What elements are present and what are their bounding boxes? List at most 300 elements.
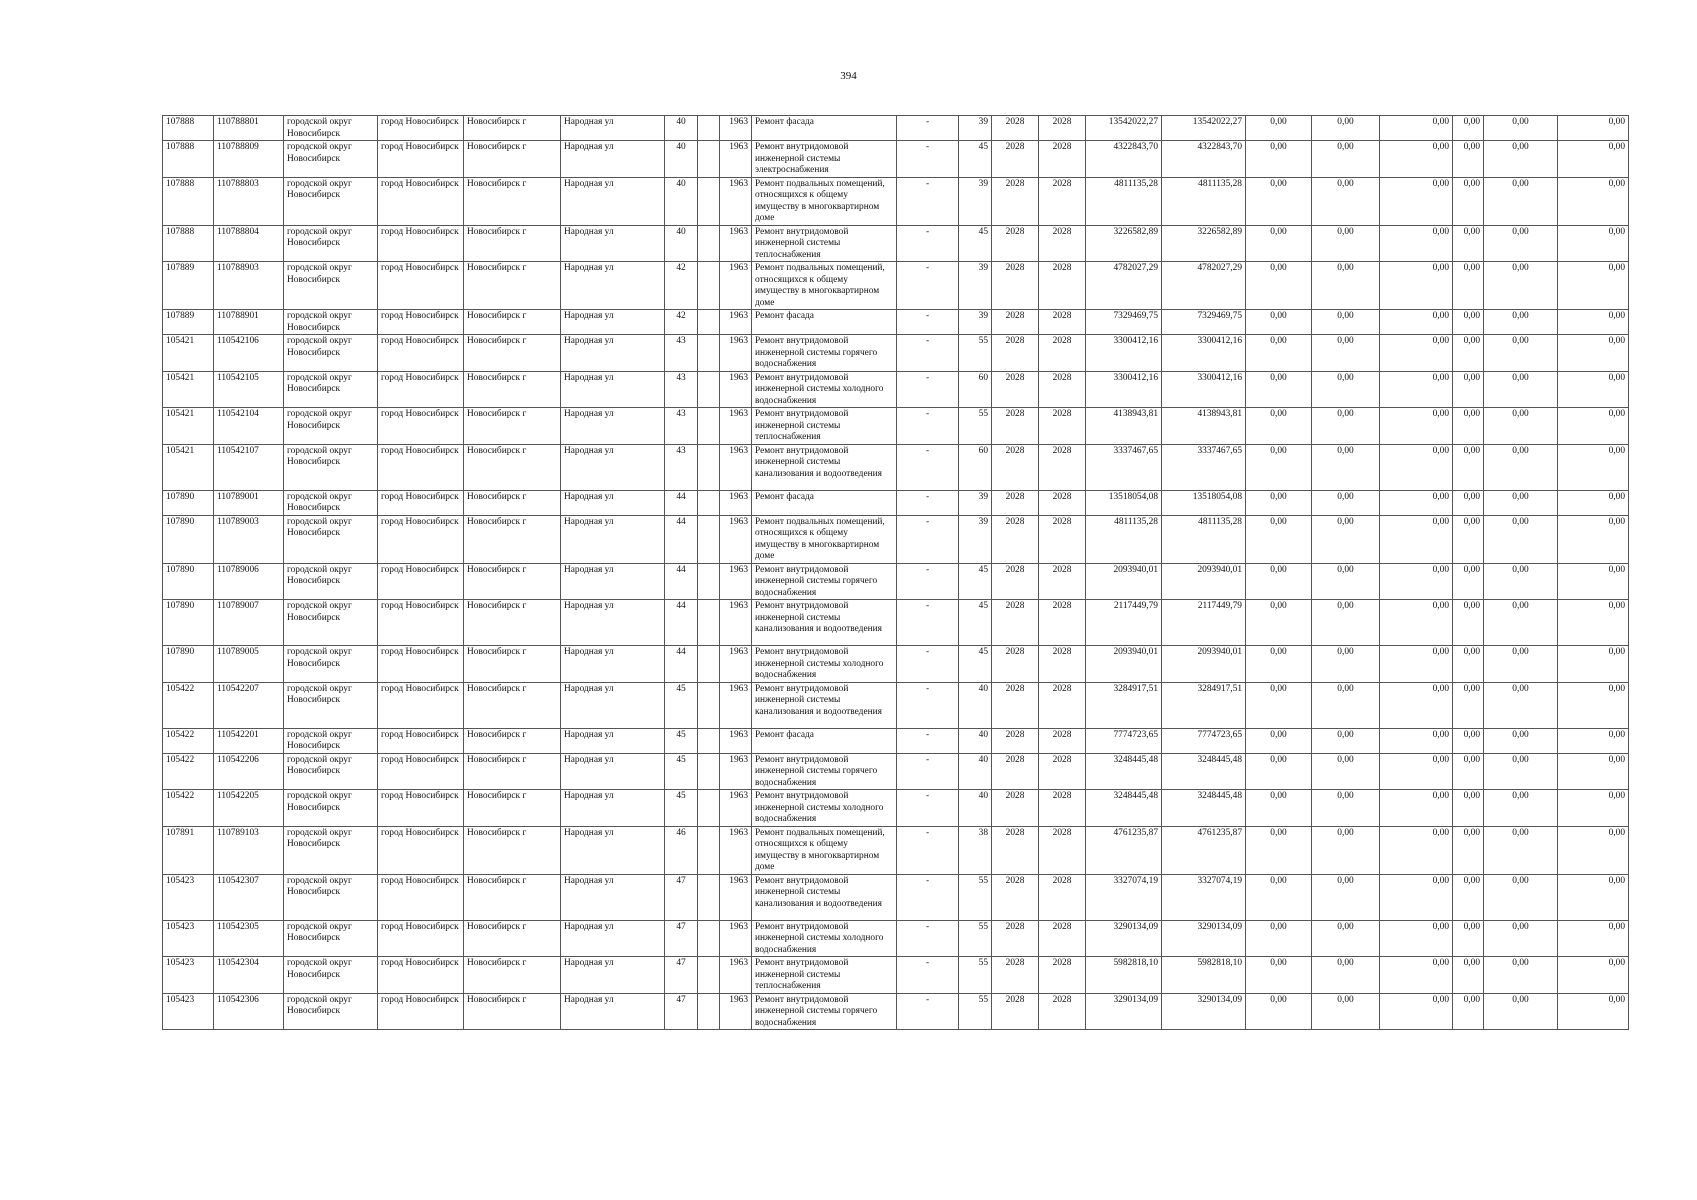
cell-fund-4: 0,00 (1453, 262, 1484, 310)
table-row (163, 262, 1629, 310)
cell-plan-year-end: 2028 (1039, 262, 1086, 310)
cell-settlement: Новосибирск г (464, 490, 561, 515)
cell-district: городской округ Новосибирск (284, 225, 378, 262)
cell-regional-cost: 3300412,16 (1162, 335, 1246, 372)
table-row (163, 646, 1629, 683)
cell-house-number: 47 (665, 993, 698, 1030)
cell-fund-6: 0,00 (1558, 728, 1629, 753)
cell-fund-2: 0,00 (1312, 993, 1380, 1030)
cell-object-id: 107888 (163, 177, 214, 225)
cell-city: город Новосибирск (378, 490, 464, 515)
cell-work-type: Ремонт внутридомовой инженерной системы канализования и водоотведения (752, 444, 897, 490)
cell-fund-6: 0,00 (1558, 682, 1629, 728)
cell-work-code: 110542306 (214, 993, 284, 1030)
cell-settlement: Новосибирск г (464, 957, 561, 994)
cell-plan-year-end: 2028 (1039, 682, 1086, 728)
cell-work-type: Ремонт фасада (752, 310, 897, 335)
cell-settlement: Новосибирск г (464, 141, 561, 178)
cell-fund-2: 0,00 (1312, 682, 1380, 728)
cell-fund-1: 0,00 (1246, 262, 1312, 310)
cell-fund-4: 0,00 (1453, 600, 1484, 646)
table-row (163, 600, 1629, 646)
table-row (163, 515, 1629, 563)
cell-fund-6: 0,00 (1558, 116, 1629, 141)
cell-street: Народная ул (561, 790, 665, 827)
cell-total-cost: 3337467,65 (1086, 444, 1162, 490)
cell-fund-1: 0,00 (1246, 371, 1312, 408)
cell-house-number: 43 (665, 408, 698, 445)
cell-wear-percent: 55 (959, 993, 992, 1030)
cell-fund-3: 0,00 (1380, 371, 1453, 408)
cell-fund-3: 0,00 (1380, 177, 1453, 225)
cell-street: Народная ул (561, 310, 665, 335)
cell-blank-cell (698, 116, 720, 141)
table-row (163, 371, 1629, 408)
cell-plan-year-start: 2028 (992, 753, 1039, 790)
cell-fund-4: 0,00 (1453, 177, 1484, 225)
cell-total-cost: 7774723,65 (1086, 728, 1162, 753)
cell-blank-cell (698, 728, 720, 753)
cell-fund-3: 0,00 (1380, 993, 1453, 1030)
cell-blank-cell (698, 826, 720, 874)
cell-fund-3: 0,00 (1380, 682, 1453, 728)
cell-city: город Новосибирск (378, 826, 464, 874)
cell-settlement: Новосибирск г (464, 563, 561, 600)
cell-build-year: 1963 (720, 408, 752, 445)
cell-regional-cost: 4322843,70 (1162, 141, 1246, 178)
cell-plan-year-start: 2028 (992, 177, 1039, 225)
cell-total-cost: 3290134,09 (1086, 993, 1162, 1030)
cell-total-cost: 4811135,28 (1086, 515, 1162, 563)
cell-fund-1: 0,00 (1246, 225, 1312, 262)
cell-plan-year-end: 2028 (1039, 225, 1086, 262)
cell-fund-2: 0,00 (1312, 563, 1380, 600)
cell-district: городской округ Новосибирск (284, 335, 378, 372)
cell-fund-2: 0,00 (1312, 515, 1380, 563)
cell-fund-5: 0,00 (1484, 177, 1558, 225)
cell-object-id: 105422 (163, 728, 214, 753)
cell-dash-cell: - (897, 141, 959, 178)
cell-plan-year-start: 2028 (992, 310, 1039, 335)
cell-build-year: 1963 (720, 262, 752, 310)
cell-regional-cost: 3284917,51 (1162, 682, 1246, 728)
cell-house-number: 40 (665, 225, 698, 262)
cell-work-code: 110788803 (214, 177, 284, 225)
cell-total-cost: 3300412,16 (1086, 335, 1162, 372)
table-row (163, 728, 1629, 753)
cell-work-code: 110788903 (214, 262, 284, 310)
cell-work-type: Ремонт внутридомовой инженерной системы теплоснабжения (752, 225, 897, 262)
cell-total-cost: 5982818,10 (1086, 957, 1162, 994)
cell-settlement: Новосибирск г (464, 177, 561, 225)
cell-build-year: 1963 (720, 116, 752, 141)
cell-object-id: 107890 (163, 490, 214, 515)
cell-plan-year-end: 2028 (1039, 728, 1086, 753)
cell-fund-5: 0,00 (1484, 444, 1558, 490)
cell-wear-percent: 45 (959, 563, 992, 600)
cell-city: город Новосибирск (378, 790, 464, 827)
cell-dash-cell: - (897, 790, 959, 827)
cell-total-cost: 2093940,01 (1086, 646, 1162, 683)
table-row (163, 790, 1629, 827)
cell-dash-cell: - (897, 444, 959, 490)
cell-fund-3: 0,00 (1380, 116, 1453, 141)
cell-district: городской округ Новосибирск (284, 753, 378, 790)
cell-work-code: 110789006 (214, 563, 284, 600)
table-row (163, 490, 1629, 515)
cell-fund-3: 0,00 (1380, 728, 1453, 753)
cell-object-id: 105423 (163, 993, 214, 1030)
cell-street: Народная ул (561, 957, 665, 994)
cell-settlement: Новосибирск г (464, 874, 561, 920)
cell-house-number: 42 (665, 310, 698, 335)
cell-build-year: 1963 (720, 600, 752, 646)
cell-city: город Новосибирск (378, 262, 464, 310)
table-row (163, 957, 1629, 994)
cell-blank-cell (698, 310, 720, 335)
cell-street: Народная ул (561, 116, 665, 141)
cell-total-cost: 3290134,09 (1086, 920, 1162, 957)
cell-regional-cost: 5982818,10 (1162, 957, 1246, 994)
cell-build-year: 1963 (720, 490, 752, 515)
cell-street: Народная ул (561, 874, 665, 920)
cell-total-cost: 4811135,28 (1086, 177, 1162, 225)
cell-street: Народная ул (561, 682, 665, 728)
cell-dash-cell: - (897, 728, 959, 753)
cell-wear-percent: 45 (959, 225, 992, 262)
table-row (163, 682, 1629, 728)
cell-build-year: 1963 (720, 826, 752, 874)
cell-fund-4: 0,00 (1453, 563, 1484, 600)
cell-settlement: Новосибирск г (464, 790, 561, 827)
cell-build-year: 1963 (720, 728, 752, 753)
cell-fund-6: 0,00 (1558, 753, 1629, 790)
cell-city: город Новосибирск (378, 728, 464, 753)
cell-fund-3: 0,00 (1380, 600, 1453, 646)
cell-fund-5: 0,00 (1484, 515, 1558, 563)
cell-build-year: 1963 (720, 646, 752, 683)
cell-blank-cell (698, 600, 720, 646)
cell-fund-6: 0,00 (1558, 310, 1629, 335)
cell-plan-year-start: 2028 (992, 728, 1039, 753)
cell-object-id: 105423 (163, 874, 214, 920)
cell-regional-cost: 3327074,19 (1162, 874, 1246, 920)
cell-build-year: 1963 (720, 563, 752, 600)
cell-fund-2: 0,00 (1312, 957, 1380, 994)
cell-fund-1: 0,00 (1246, 563, 1312, 600)
cell-fund-4: 0,00 (1453, 116, 1484, 141)
cell-city: город Новосибирск (378, 753, 464, 790)
cell-fund-6: 0,00 (1558, 957, 1629, 994)
cell-dash-cell: - (897, 408, 959, 445)
cell-fund-3: 0,00 (1380, 515, 1453, 563)
cell-fund-1: 0,00 (1246, 646, 1312, 683)
cell-regional-cost: 2117449,79 (1162, 600, 1246, 646)
cell-city: город Новосибирск (378, 682, 464, 728)
cell-settlement: Новосибирск г (464, 335, 561, 372)
cell-fund-4: 0,00 (1453, 444, 1484, 490)
cell-wear-percent: 39 (959, 177, 992, 225)
table-row (163, 874, 1629, 920)
table-body (163, 116, 1629, 1030)
cell-street: Народная ул (561, 371, 665, 408)
cell-wear-percent: 60 (959, 371, 992, 408)
cell-blank-cell (698, 408, 720, 445)
cell-build-year: 1963 (720, 225, 752, 262)
cell-settlement: Новосибирск г (464, 408, 561, 445)
cell-dash-cell: - (897, 993, 959, 1030)
cell-house-number: 46 (665, 826, 698, 874)
cell-total-cost: 3248445,48 (1086, 753, 1162, 790)
cell-work-type: Ремонт подвальных помещений, относящихся к общему имуществу в многоквартирном доме (752, 515, 897, 563)
cell-object-id: 107889 (163, 310, 214, 335)
cell-fund-3: 0,00 (1380, 790, 1453, 827)
cell-fund-4: 0,00 (1453, 874, 1484, 920)
cell-fund-4: 0,00 (1453, 682, 1484, 728)
cell-settlement: Новосибирск г (464, 826, 561, 874)
table-row (163, 335, 1629, 372)
cell-city: город Новосибирск (378, 371, 464, 408)
cell-settlement: Новосибирск г (464, 682, 561, 728)
cell-wear-percent: 60 (959, 444, 992, 490)
cell-city: город Новосибирск (378, 177, 464, 225)
table-row (163, 310, 1629, 335)
cell-fund-6: 0,00 (1558, 371, 1629, 408)
cell-fund-3: 0,00 (1380, 826, 1453, 874)
cell-district: городской округ Новосибирск (284, 563, 378, 600)
cell-street: Народная ул (561, 490, 665, 515)
cell-plan-year-start: 2028 (992, 444, 1039, 490)
cell-fund-3: 0,00 (1380, 874, 1453, 920)
cell-object-id: 105423 (163, 957, 214, 994)
cell-fund-4: 0,00 (1453, 957, 1484, 994)
cell-fund-2: 0,00 (1312, 728, 1380, 753)
cell-work-type: Ремонт внутридомовой инженерной системы канализования и водоотведения (752, 874, 897, 920)
cell-object-id: 107890 (163, 646, 214, 683)
cell-house-number: 47 (665, 874, 698, 920)
cell-total-cost: 3226582,89 (1086, 225, 1162, 262)
cell-build-year: 1963 (720, 141, 752, 178)
cell-street: Народная ул (561, 262, 665, 310)
cell-work-code: 110789001 (214, 490, 284, 515)
cell-object-id: 107888 (163, 141, 214, 178)
cell-fund-6: 0,00 (1558, 826, 1629, 874)
cell-build-year: 1963 (720, 371, 752, 408)
cell-plan-year-start: 2028 (992, 993, 1039, 1030)
cell-fund-2: 0,00 (1312, 371, 1380, 408)
cell-fund-1: 0,00 (1246, 408, 1312, 445)
cell-fund-5: 0,00 (1484, 141, 1558, 178)
cell-plan-year-start: 2028 (992, 225, 1039, 262)
cell-regional-cost: 4811135,28 (1162, 515, 1246, 563)
cell-work-code: 110542304 (214, 957, 284, 994)
cell-work-code: 110542201 (214, 728, 284, 753)
cell-object-id: 105423 (163, 920, 214, 957)
cell-work-type: Ремонт внутридомовой инженерной системы горячего водоснабжения (752, 335, 897, 372)
cell-total-cost: 4138943,81 (1086, 408, 1162, 445)
cell-fund-2: 0,00 (1312, 177, 1380, 225)
cell-build-year: 1963 (720, 682, 752, 728)
cell-settlement: Новосибирск г (464, 728, 561, 753)
cell-fund-1: 0,00 (1246, 444, 1312, 490)
cell-plan-year-start: 2028 (992, 116, 1039, 141)
cell-work-code: 110542207 (214, 682, 284, 728)
cell-work-code: 110788901 (214, 310, 284, 335)
cell-street: Народная ул (561, 728, 665, 753)
cell-dash-cell: - (897, 682, 959, 728)
cell-house-number: 43 (665, 335, 698, 372)
cell-district: городской округ Новосибирск (284, 957, 378, 994)
cell-fund-3: 0,00 (1380, 262, 1453, 310)
cell-total-cost: 13542022,27 (1086, 116, 1162, 141)
cell-plan-year-start: 2028 (992, 262, 1039, 310)
cell-work-code: 110789003 (214, 515, 284, 563)
cell-house-number: 45 (665, 682, 698, 728)
cell-district: городской округ Новосибирск (284, 790, 378, 827)
cell-city: город Новосибирск (378, 646, 464, 683)
cell-fund-6: 0,00 (1558, 600, 1629, 646)
cell-plan-year-end: 2028 (1039, 141, 1086, 178)
cell-work-type: Ремонт внутридомовой инженерной системы холодного водоснабжения (752, 790, 897, 827)
cell-dash-cell: - (897, 371, 959, 408)
cell-street: Народная ул (561, 646, 665, 683)
cell-street: Народная ул (561, 563, 665, 600)
cell-blank-cell (698, 444, 720, 490)
cell-fund-6: 0,00 (1558, 262, 1629, 310)
cell-district: городской округ Новосибирск (284, 310, 378, 335)
cell-plan-year-end: 2028 (1039, 177, 1086, 225)
cell-fund-6: 0,00 (1558, 141, 1629, 178)
cell-fund-2: 0,00 (1312, 790, 1380, 827)
cell-fund-3: 0,00 (1380, 335, 1453, 372)
cell-work-code: 110542305 (214, 920, 284, 957)
cell-work-code: 110788809 (214, 141, 284, 178)
cell-plan-year-start: 2028 (992, 563, 1039, 600)
cell-plan-year-start: 2028 (992, 874, 1039, 920)
cell-object-id: 105421 (163, 371, 214, 408)
cell-plan-year-end: 2028 (1039, 515, 1086, 563)
cell-work-type: Ремонт внутридомовой инженерной системы горячего водоснабжения (752, 993, 897, 1030)
cell-fund-6: 0,00 (1558, 563, 1629, 600)
cell-city: город Новосибирск (378, 444, 464, 490)
cell-wear-percent: 39 (959, 490, 992, 515)
cell-dash-cell: - (897, 116, 959, 141)
cell-work-code: 110542107 (214, 444, 284, 490)
cell-fund-6: 0,00 (1558, 335, 1629, 372)
cell-work-code: 110542307 (214, 874, 284, 920)
cell-plan-year-start: 2028 (992, 490, 1039, 515)
table-row (163, 993, 1629, 1030)
cell-fund-2: 0,00 (1312, 874, 1380, 920)
cell-build-year: 1963 (720, 790, 752, 827)
cell-fund-2: 0,00 (1312, 116, 1380, 141)
cell-settlement: Новосибирск г (464, 753, 561, 790)
cell-street: Народная ул (561, 177, 665, 225)
cell-fund-3: 0,00 (1380, 753, 1453, 790)
cell-fund-1: 0,00 (1246, 335, 1312, 372)
cell-total-cost: 7329469,75 (1086, 310, 1162, 335)
cell-fund-6: 0,00 (1558, 920, 1629, 957)
cell-city: город Новосибирск (378, 335, 464, 372)
cell-district: городской округ Новосибирск (284, 262, 378, 310)
cell-plan-year-end: 2028 (1039, 826, 1086, 874)
cell-street: Народная ул (561, 826, 665, 874)
table-row (163, 141, 1629, 178)
cell-total-cost: 3284917,51 (1086, 682, 1162, 728)
cell-fund-5: 0,00 (1484, 728, 1558, 753)
cell-wear-percent: 38 (959, 826, 992, 874)
cell-settlement: Новосибирск г (464, 646, 561, 683)
cell-wear-percent: 40 (959, 753, 992, 790)
cell-regional-cost: 13518054,08 (1162, 490, 1246, 515)
cell-street: Народная ул (561, 753, 665, 790)
cell-blank-cell (698, 920, 720, 957)
cell-wear-percent: 45 (959, 600, 992, 646)
cell-wear-percent: 55 (959, 335, 992, 372)
cell-plan-year-end: 2028 (1039, 600, 1086, 646)
cell-dash-cell: - (897, 310, 959, 335)
cell-fund-6: 0,00 (1558, 790, 1629, 827)
cell-fund-5: 0,00 (1484, 262, 1558, 310)
cell-blank-cell (698, 993, 720, 1030)
cell-wear-percent: 39 (959, 116, 992, 141)
cell-house-number: 42 (665, 262, 698, 310)
cell-work-code: 110542104 (214, 408, 284, 445)
cell-work-type: Ремонт фасада (752, 728, 897, 753)
cell-fund-4: 0,00 (1453, 728, 1484, 753)
cell-fund-5: 0,00 (1484, 826, 1558, 874)
cell-house-number: 45 (665, 753, 698, 790)
cell-total-cost: 3300412,16 (1086, 371, 1162, 408)
cell-fund-3: 0,00 (1380, 444, 1453, 490)
cell-dash-cell: - (897, 957, 959, 994)
cell-object-id: 105422 (163, 682, 214, 728)
table-row (163, 444, 1629, 490)
cell-build-year: 1963 (720, 515, 752, 563)
cell-settlement: Новосибирск г (464, 225, 561, 262)
cell-work-code: 110788801 (214, 116, 284, 141)
cell-fund-5: 0,00 (1484, 563, 1558, 600)
cell-total-cost: 2117449,79 (1086, 600, 1162, 646)
cell-fund-4: 0,00 (1453, 408, 1484, 445)
cell-object-id: 107888 (163, 116, 214, 141)
cell-plan-year-start: 2028 (992, 957, 1039, 994)
cell-regional-cost: 3300412,16 (1162, 371, 1246, 408)
cell-plan-year-start: 2028 (992, 515, 1039, 563)
cell-fund-3: 0,00 (1380, 141, 1453, 178)
cell-object-id: 105422 (163, 790, 214, 827)
cell-build-year: 1963 (720, 920, 752, 957)
cell-dash-cell: - (897, 920, 959, 957)
cell-fund-4: 0,00 (1453, 753, 1484, 790)
cell-fund-4: 0,00 (1453, 141, 1484, 178)
table-row (163, 563, 1629, 600)
cell-total-cost: 4322843,70 (1086, 141, 1162, 178)
cell-house-number: 43 (665, 444, 698, 490)
cell-city: город Новосибирск (378, 920, 464, 957)
cell-wear-percent: 55 (959, 408, 992, 445)
cell-work-type: Ремонт подвальных помещений, относящихся к общему имуществу в многоквартирном доме (752, 826, 897, 874)
cell-blank-cell (698, 371, 720, 408)
cell-build-year: 1963 (720, 993, 752, 1030)
cell-wear-percent: 45 (959, 646, 992, 683)
cell-fund-5: 0,00 (1484, 920, 1558, 957)
cell-dash-cell: - (897, 335, 959, 372)
cell-fund-5: 0,00 (1484, 225, 1558, 262)
cell-work-type: Ремонт внутридомовой инженерной системы холодного водоснабжения (752, 920, 897, 957)
cell-fund-4: 0,00 (1453, 646, 1484, 683)
cell-wear-percent: 40 (959, 728, 992, 753)
